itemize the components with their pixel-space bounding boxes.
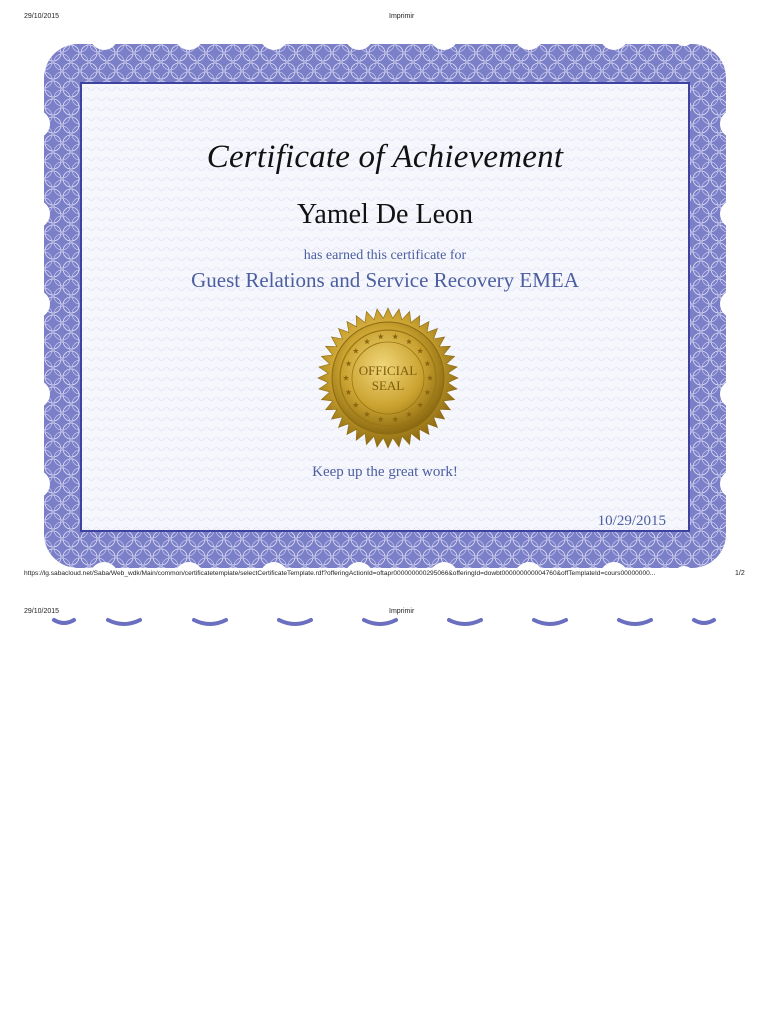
svg-text:SEAL: SEAL [371, 378, 405, 393]
earned-text: has earned this certificate for [303, 248, 467, 263]
page-header-title: Imprimir [389, 13, 415, 20]
page-header-date: 29/10/2015 [24, 13, 60, 20]
certificate-date: 10/29/2015 [597, 513, 666, 529]
page2-header-date: 29/10/2015 [24, 608, 60, 615]
certificate [44, 44, 726, 568]
page-number: 1/2 [735, 570, 745, 577]
recipient-name: Yamel De Leon [296, 199, 473, 230]
page2-header-title: Imprimir [389, 608, 415, 615]
course-name: Guest Relations and Service Recovery EMEA [191, 268, 579, 292]
certificate-body [82, 84, 688, 530]
svg-text:OFFICIAL: OFFICIAL [358, 363, 418, 378]
certificate-title: Certificate of Achievement [206, 139, 564, 175]
official-seal-icon [317, 307, 459, 449]
closing-message: Keep up the great work! [312, 464, 458, 480]
footer-url: https://lg.sabacloud.net/Saba/Web_wdk/Main/common/certificatetemplate/selectCertificateTemplate.rdf?offeringActionId=oftapr000000000295066&offeringId=dowbt000000000004760&offTemplateId=cours00000000... [24, 570, 656, 577]
border-fragment [44, 616, 726, 630]
